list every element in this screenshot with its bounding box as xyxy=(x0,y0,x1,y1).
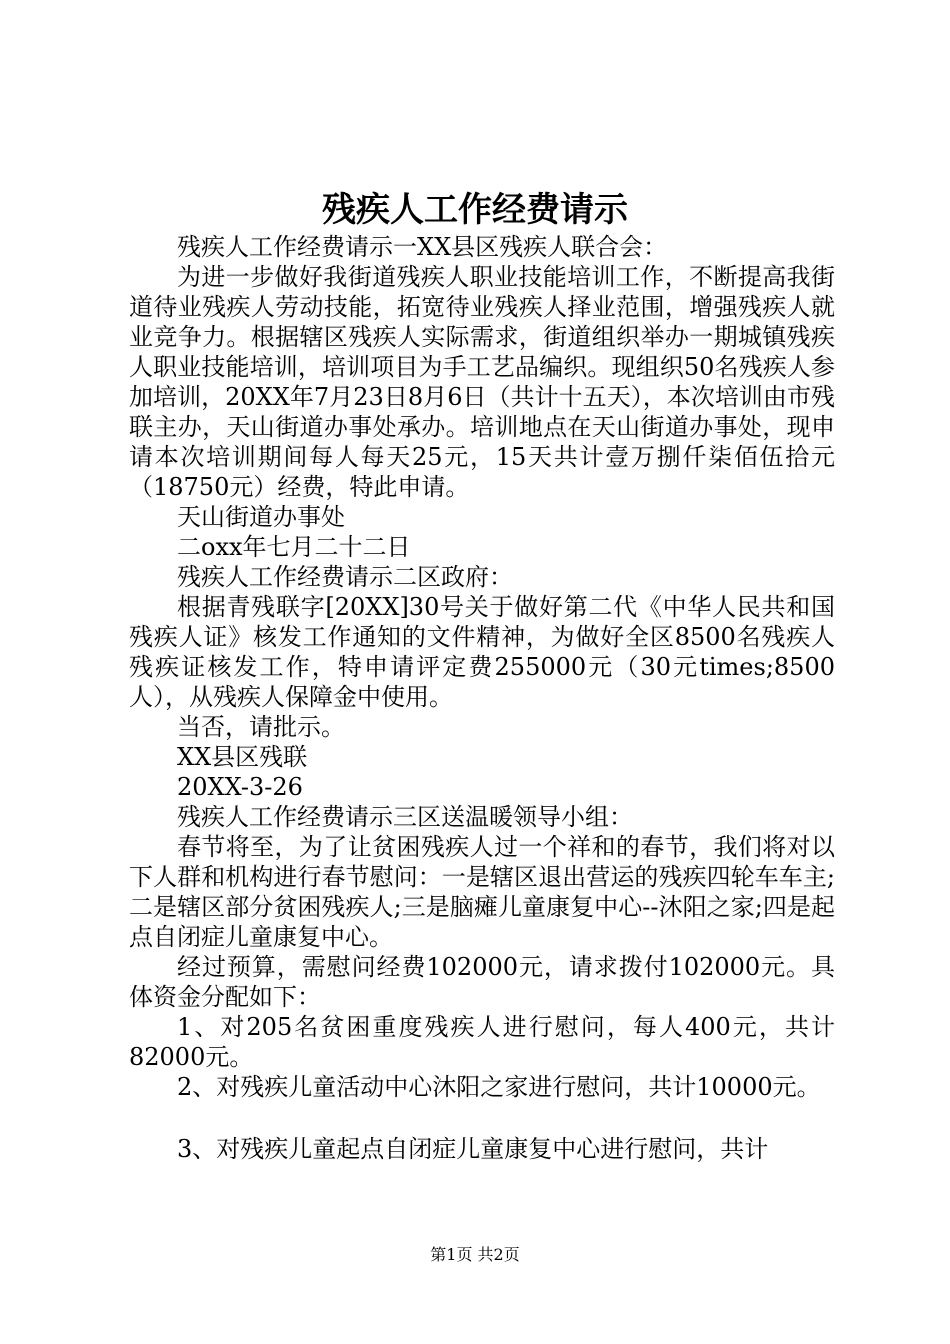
allocation-item-3: 3、对残疾儿童起点自闭症儿童康复中心进行慰问，共计 xyxy=(177,1135,769,1163)
document-body xyxy=(129,232,835,1164)
approval-request: 当否，请批示。 xyxy=(177,713,345,741)
allocation-item-2: 2、对残疾儿童活动中心沐阳之家进行慰问，共计10000元。 xyxy=(177,1073,821,1101)
document-title: 残疾人工作经费请示 xyxy=(322,190,628,230)
allocation-item-1: 1、对205名贫困重度残疾人进行慰问，每人400元，共计82000元。 xyxy=(129,1013,835,1071)
salutation-1: 残疾人工作经费请示一XX县区残疾人联合会： xyxy=(177,233,668,261)
signature-office: 天山街道办事处 xyxy=(177,503,345,531)
salutation-3: 残疾人工作经费请示三区送温暖领导小组： xyxy=(177,803,633,831)
salutation-2: 残疾人工作经费请示二区政府： xyxy=(177,563,513,591)
page-number: 第1页 共2页 xyxy=(430,1245,520,1264)
paragraph-spring-festival: 春节将至，为了让贫困残疾人过一个祥和的春节，我们将对以下人群和机构进行春节慰问：一是辖区退出营运的残疾四轮车车主;二是辖区部分贫困残疾人;三是脑瘫儿童康复中心--沐阳之家;四是起点自闭症儿童康复中心。 xyxy=(129,833,835,951)
signature-date-1: 二oxx年七月二十二日 xyxy=(177,533,411,561)
signature-date-2: 20XX-3-26 xyxy=(177,773,303,801)
paragraph-training-request: 为进一步做好我街道残疾人职业技能培训工作，不断提高我街道待业残疾人劳动技能，拓宽待业残疾人择业范围，增强残疾人就业竞争力。根据辖区残疾人实际需求，街道组织举办一期城镇残疾人职业技能培训，培训项目为手工艺品编织。现组织50名残疾人参加培训，20XX年7月23日8月6日（共计十五天），本次培训由市残联主办，天山街道办事处承办。培训地点在天山街道办事处，现申请本次培训期间每人每天25元，15天共计壹万捌仟柒佰伍拾元（18750元）经费，特此申请。 xyxy=(129,263,835,501)
signature-federation: XX县区残联 xyxy=(177,743,308,771)
paragraph-budget: 经过预算，需慰问经费102000元，请求拨付102000元。具体资金分配如下： xyxy=(129,953,835,1011)
paragraph-certificate-fee: 根据青残联字[20XX]30号关于做好第二代《中华人民共和国残疾人证》核发工作通知的文件精神，为做好全区8500名残疾人残疾证核发工作，特申请评定费255000元（30元times;8500人），从残疾人保障金中使用。 xyxy=(129,593,835,711)
